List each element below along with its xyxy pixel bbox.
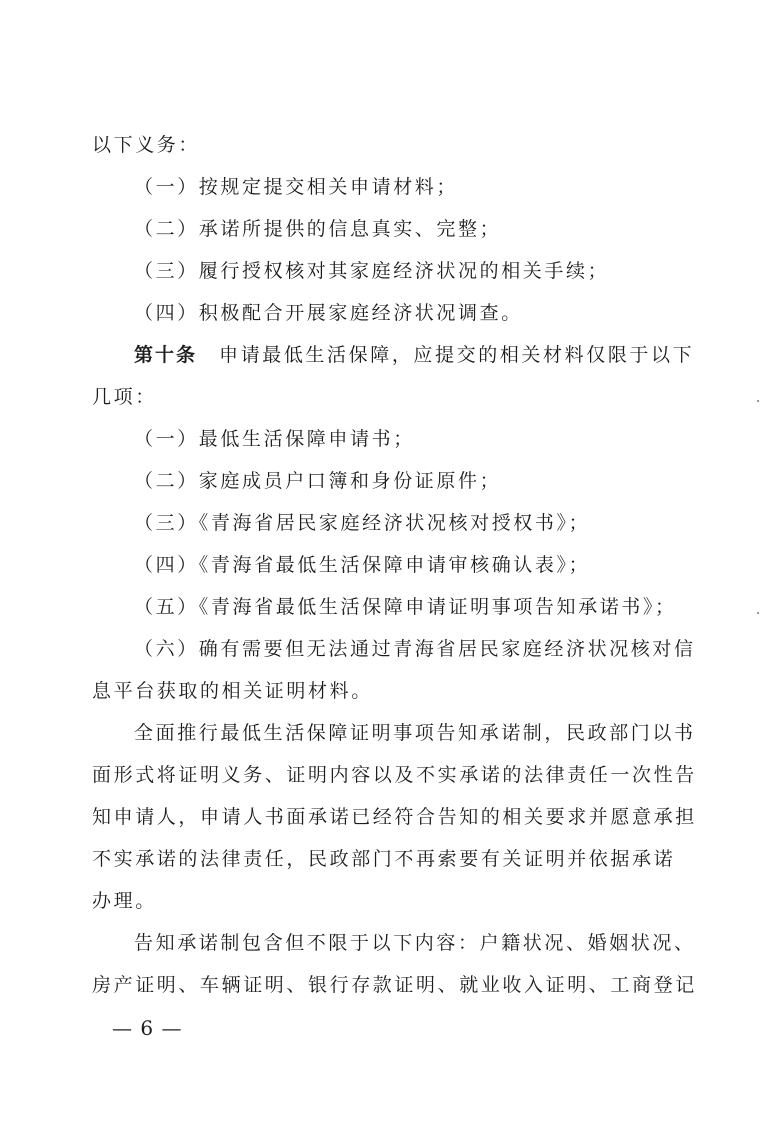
text-line: （三）履行授权核对其家庭经济状况的相关手续；: [134, 260, 610, 282]
text-line: 面形式将证明义务、证明内容以及不实承诺的法律责任一次性告: [92, 764, 697, 786]
scan-speck: [757, 400, 759, 402]
text-line: （三）《青海省居民家庭经济状况核对授权书》；: [134, 512, 591, 534]
text-line: 几项：: [92, 386, 157, 408]
article-label: 第十条: [134, 344, 198, 366]
text-line: （六）确有需要但无法通过青海省居民家庭经济状况核对信: [134, 638, 696, 660]
text-line: 不实承诺的法律责任，民政部门不再索要有关证明并依据承诺: [92, 848, 676, 870]
text-line: （四）《青海省最低生活保障申请审核确认表》；: [134, 554, 591, 576]
text-line: （一）最低生活保障申请书；: [134, 428, 415, 450]
text-line: （五）《青海省最低生活保障申请证明事项告知承诺书》；: [134, 596, 677, 618]
text-line: （二）家庭成员户口簿和身份证原件；: [134, 470, 502, 492]
text-line: 全面推行最低生活保障证明事项告知承诺制，民政部门以书: [134, 722, 696, 744]
text-line: （一）按规定提交相关申请材料；: [134, 176, 459, 198]
text-line: 房产证明、车辆证明、银行存款证明、就业收入证明、工商登记: [92, 974, 697, 996]
text-line: 申请最低生活保障，应提交的相关材料仅限于以下: [219, 344, 695, 366]
page-number: — 6 —: [112, 1016, 183, 1040]
text-line: 息平台获取的相关证明材料。: [92, 680, 373, 702]
scan-speck: [757, 612, 759, 614]
article-ten-line: [0, 342, 776, 368]
text-line: 以下义务：: [92, 134, 201, 156]
text-line: （四）积极配合开展家庭经济状况调查。: [134, 302, 523, 324]
text-line: 告知承诺制包含但不限于以下内容：户籍状况、婚姻状况、: [134, 932, 696, 954]
text-line: 办理。: [92, 890, 157, 912]
text-line: 知申请人，申请人书面承诺已经符合告知的相关要求并愿意承担: [92, 806, 697, 828]
text-line: （二）承诺所提供的信息真实、完整；: [134, 218, 502, 240]
